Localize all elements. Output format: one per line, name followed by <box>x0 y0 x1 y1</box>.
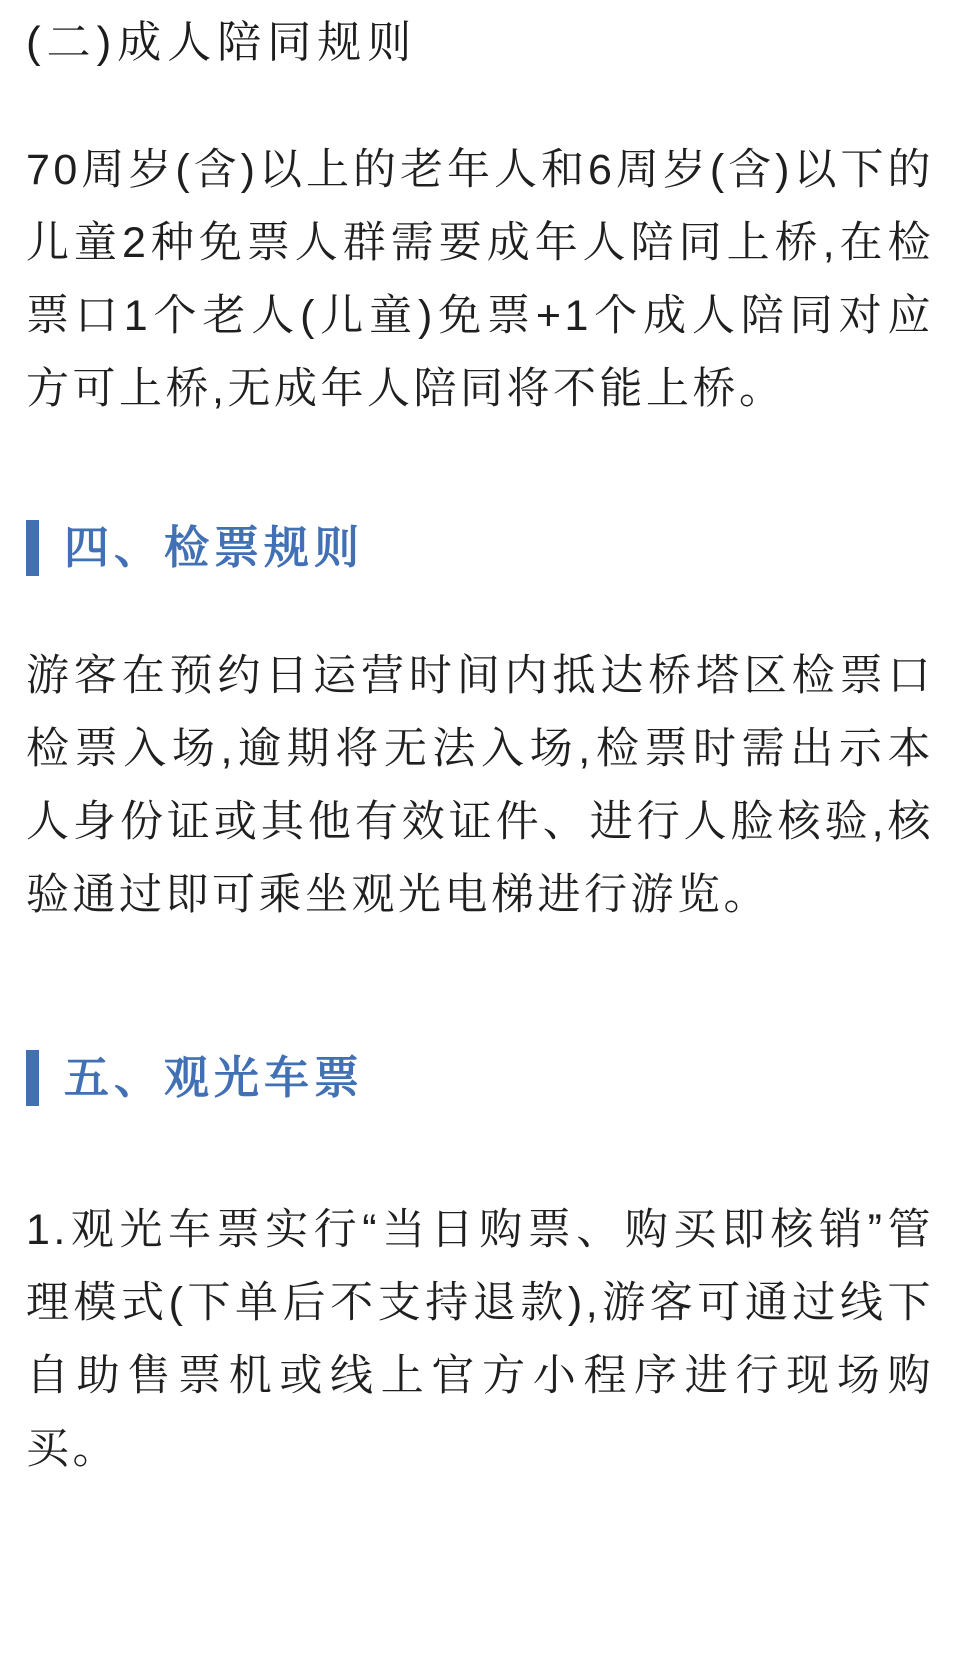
paragraph-ticket-check-rules: 游客在预约日运营时间内抵达桥塔区检票口检票入场,逾期将无法入场,检票时需出示本人身份证或其他有效证件、进行人脸核验,核验通过即可乘坐观光电梯进行游览。 <box>26 652 934 919</box>
section-accent-bar <box>26 520 39 576</box>
section-title-ticket-check-rules: 四、检票规则 <box>64 522 365 573</box>
paragraph-adult-accompany-rules: 70周岁(含)以上的老年人和6周岁(含)以下的儿童2种免票人群需要成年人陪同上桥,在检票口1个老人(儿童)免票+1个成人陪同对应方可上桥,无成年人陪同将不能上桥。 <box>26 146 934 413</box>
section-title-sightseeing-car-ticket: 五、观光车票 <box>64 1052 365 1103</box>
section-accent-bar <box>26 1050 39 1106</box>
paragraph-sightseeing-car-ticket: 1.观光车票实行“当日购票、购买即核销”管理模式(下单后不支持退款),游客可通过线下自助售票机或线上官方小程序进行现场购买。 <box>26 1206 934 1473</box>
section-header-ticket-check-rules <box>26 520 934 576</box>
section-header-sightseeing-car-ticket <box>26 1050 934 1106</box>
subsection-heading-adult-accompany-rules: (二)成人陪同规则 <box>26 18 418 67</box>
